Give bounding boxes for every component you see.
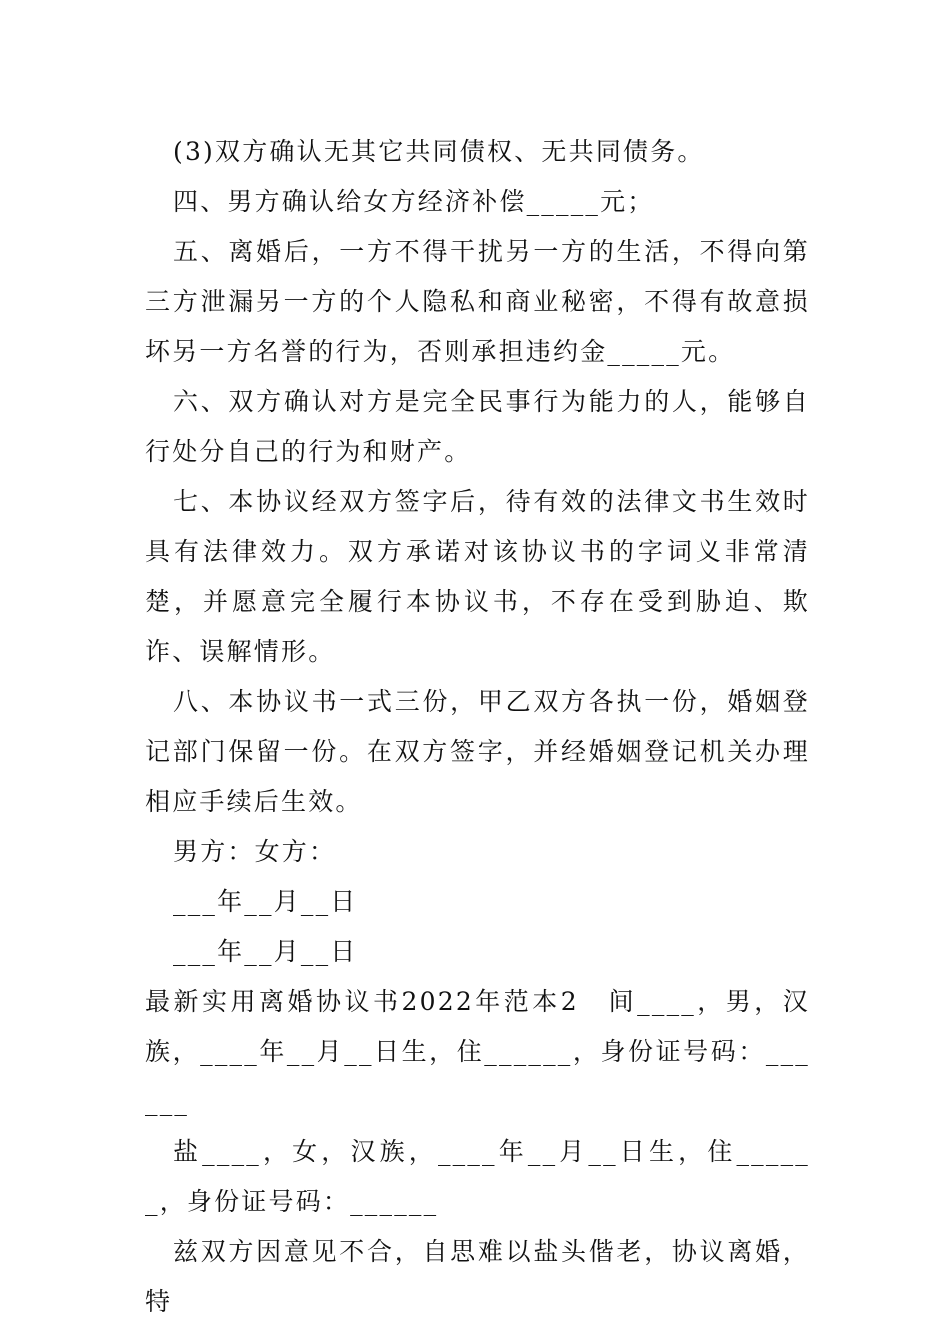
paragraph-clause-7: 七、本协议经双方签字后，待有效的法律文书生效时具有法律效力。双方承诺对该协议书的字词义非常清楚，并愿意完全履行本协议书，不存在受到胁迫、欺诈、误解情形。 [145,487,810,666]
template-2-heading-party-a: 最新实用离婚协议书2022年范本2 间____，男，汉族，____年__月__日生，住______，身份证号码：______ [145,987,810,1116]
paragraph-clause-5: 五、离婚后，一方不得干扰另一方的生活，不得向第三方泄漏另一方的个人隐私和商业秘密，不得有故意损坏另一方名誉的行为，否则承担违约金_____元。 [145,237,810,366]
signature-labels: 男方：女方： [173,837,337,866]
signature-date-2: ___年__月__日 [173,937,358,966]
party-b-info: 盐____，女，汉族，____年__月__日生，住______，身份证号码：______ [145,1137,810,1216]
document-page [145,127,810,1327]
paragraph-clause-4: 四、男方确认给女方经济补偿_____元； [173,187,655,216]
signature-date-1: ___年__月__日 [173,887,358,916]
agreement-intro: 兹双方因意见不合，自思难以盐头偕老，协议离婚，特 [145,1237,810,1316]
paragraph-clause-8: 八、本协议书一式三份，甲乙双方各执一份，婚姻登记部门保留一份。在双方签字，并经婚姻登记机关办理相应手续后生效。 [145,687,810,816]
paragraph-debt-confirmation: (3)双方确认无其它共同债权、无共同债务。 [173,137,705,166]
paragraph-clause-6: 六、双方确认对方是完全民事行为能力的人，能够自行处分自己的行为和财产。 [145,387,810,466]
